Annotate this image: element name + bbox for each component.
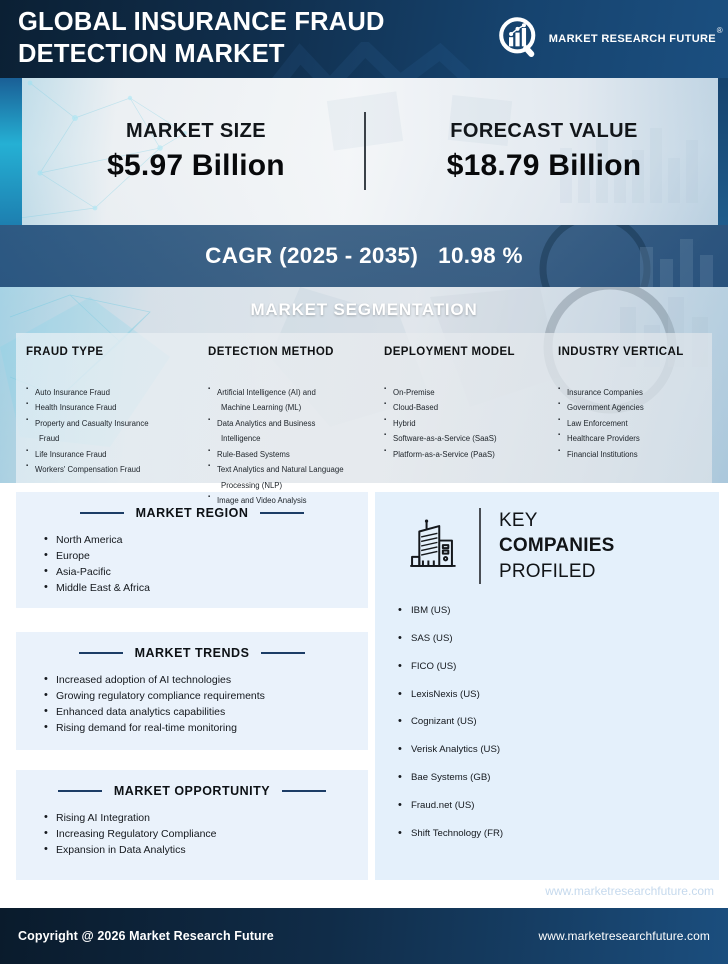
list-item: • Increasing Regulatory Compliance <box>44 826 368 842</box>
segment-item: ▪ Data Analytics and Business <box>208 416 364 431</box>
segment-heading: DETECTION METHOD <box>208 346 334 358</box>
market-trends-list <box>44 672 368 737</box>
list-item: • Enhanced data analytics capabilities <box>44 704 368 720</box>
segment-item-list <box>26 385 188 478</box>
list-item: • Fraud.net (US) <box>397 801 719 829</box>
segment-item: ▪ Healthcare Providers <box>558 431 702 446</box>
watermark-strip <box>0 884 728 906</box>
segment-item-continuation: Machine Learning (ML) <box>221 403 302 413</box>
forecast-value-stat <box>370 120 718 183</box>
rule-left-decoration <box>58 790 102 793</box>
hero-left-edge-accent <box>0 78 22 225</box>
key-companies-title-line3: PROFILED <box>499 560 596 582</box>
segment-item: ▪ Financial Institutions <box>558 447 702 462</box>
list-item: • Shift Technology (FR) <box>397 829 719 857</box>
rule-left-decoration <box>80 512 124 515</box>
market-trends-title: MARKET TRENDS <box>134 646 250 660</box>
list-item: • SAS (US) <box>397 634 719 662</box>
market-segmentation-section <box>0 287 728 506</box>
hero-right-edge-accent <box>718 78 728 225</box>
market-size-value: $5.97 Billion <box>107 149 285 182</box>
list-item: • Rising demand for real-time monitoring <box>44 720 368 736</box>
list-item: • Bae Systems (GB) <box>397 773 719 801</box>
segment-heading: FRAUD TYPE <box>26 346 104 358</box>
market-trends-header <box>16 632 368 660</box>
market-opportunity-list <box>44 810 368 858</box>
segment-item: ▪ Artificial Intelligence (AI) and <box>208 385 364 400</box>
market-opportunity-title: MARKET OPPORTUNITY <box>113 784 271 798</box>
segment-item: ▪ Platform-as-a-Service (PaaS) <box>384 447 538 462</box>
segment-item-list <box>558 385 702 462</box>
key-companies-title-line2: COMPANIES <box>499 535 615 557</box>
market-region-title: MARKET REGION <box>135 506 249 520</box>
rule-right-decoration <box>261 652 305 655</box>
market-region-list <box>44 532 368 597</box>
segment-column-detection-method <box>198 333 374 506</box>
segment-item: ▪ Law Enforcement <box>558 416 702 431</box>
rule-left-decoration <box>79 652 123 655</box>
segment-item: ▪ Government Agencies <box>558 400 702 415</box>
market-size-stat <box>22 120 370 183</box>
segment-item: ▪ Auto Insurance Fraud <box>26 385 188 400</box>
segment-item: ▪ Insurance Companies <box>558 385 702 400</box>
segment-item: ▪ On-Premise <box>384 385 538 400</box>
segment-item-continuation: Intelligence <box>221 434 261 444</box>
footer-copyright: Copyright @ 2026 Market Research Future <box>18 929 274 943</box>
brand-logo[interactable] <box>498 17 723 61</box>
segment-column-fraud-type <box>16 333 198 483</box>
segment-column-deployment-model <box>374 333 548 483</box>
segment-item-list <box>384 385 538 462</box>
forecast-value-amount: $18.79 Billion <box>446 149 642 182</box>
key-companies-divider <box>479 508 481 584</box>
list-item: • Middle East & Africa <box>44 580 368 596</box>
segment-item: ▪ Image and Video Analysis <box>208 493 364 508</box>
cagr-label: CAGR (2025 - 2035) <box>205 243 419 268</box>
forecast-value-label: FORECAST VALUE <box>450 120 638 142</box>
segment-item: ▪ Cloud-Based <box>384 400 538 415</box>
page-header <box>0 0 728 78</box>
rule-right-decoration <box>282 790 326 793</box>
segment-item: ▪ Software-as-a-Service (SaaS) <box>384 431 538 446</box>
key-companies-list <box>397 606 719 857</box>
magnifier-chart-logo-icon <box>498 17 542 61</box>
page-footer <box>0 908 728 964</box>
segment-item: ▪ Hybrid <box>384 416 538 431</box>
cagr-value: 10.98 % <box>438 243 523 268</box>
list-item: • Growing regulatory compliance requirements <box>44 688 368 704</box>
segment-item-continuation: Fraud <box>39 434 60 444</box>
segment-column-industry-vertical <box>548 333 712 483</box>
list-item: • LexisNexis (US) <box>397 690 719 718</box>
footer-website[interactable]: www.marketresearchfuture.com <box>538 929 710 943</box>
rule-right-decoration <box>260 512 304 515</box>
market-opportunity-panel <box>16 770 368 880</box>
segmentation-title: MARKET SEGMENTATION <box>250 300 478 319</box>
market-opportunity-header <box>16 770 368 798</box>
market-trends-panel <box>16 632 368 750</box>
list-item: • Europe <box>44 548 368 564</box>
segment-item: ▪ Rule-Based Systems <box>208 447 364 462</box>
list-item: • Asia-Pacific <box>44 564 368 580</box>
key-companies-header <box>375 492 719 584</box>
list-item: • Rising AI Integration <box>44 810 368 826</box>
segment-item: ▪ Workers' Compensation Fraud <box>26 462 188 477</box>
segment-item-continuation: Processing (NLP) <box>221 480 283 490</box>
list-item: • Expansion in Data Analytics <box>44 842 368 858</box>
brand-logo-label: MARKET RESEARCH FUTURE <box>548 33 716 45</box>
registered-mark-icon: ® <box>716 26 723 35</box>
hero-stats-band <box>0 78 728 225</box>
key-companies-panel <box>375 492 719 880</box>
market-size-label: MARKET SIZE <box>126 120 266 142</box>
segment-item: ▪ Text Analytics and Natural Language <box>208 462 364 477</box>
segment-heading: INDUSTRY VERTICAL <box>558 346 684 358</box>
segment-heading: DEPLOYMENT MODEL <box>384 346 515 358</box>
segment-item: ▪ Health Insurance Fraud <box>26 400 188 415</box>
segment-item-list <box>208 385 364 509</box>
segment-item: ▪ Life Insurance Fraud <box>26 447 188 462</box>
cagr-band <box>0 225 728 287</box>
building-icon <box>403 517 461 575</box>
list-item: • Cognizant (US) <box>397 717 719 745</box>
segmentation-panel <box>16 333 712 506</box>
market-region-panel <box>16 492 368 608</box>
list-item: • Increased adoption of AI technologies <box>44 672 368 688</box>
key-companies-title <box>499 508 614 584</box>
list-item: • Verisk Analytics (US) <box>397 745 719 773</box>
list-item: • FICO (US) <box>397 662 719 690</box>
list-item: • North America <box>44 532 368 548</box>
watermark-copyright: Copyright @ 2025 Market Research Future <box>18 884 270 898</box>
segment-item: ▪ Property and Casualty Insurance <box>26 416 188 431</box>
list-item: • IBM (US) <box>397 606 719 634</box>
watermark-website: www.marketresearchfuture.com <box>545 884 714 898</box>
cagr-text-group <box>205 243 523 269</box>
brand-logo-text <box>548 26 723 45</box>
hero-divider <box>364 112 366 190</box>
page-title: GLOBAL INSURANCE FRAUD DETECTION MARKET <box>18 8 385 68</box>
key-companies-title-line1: KEY <box>499 510 538 532</box>
